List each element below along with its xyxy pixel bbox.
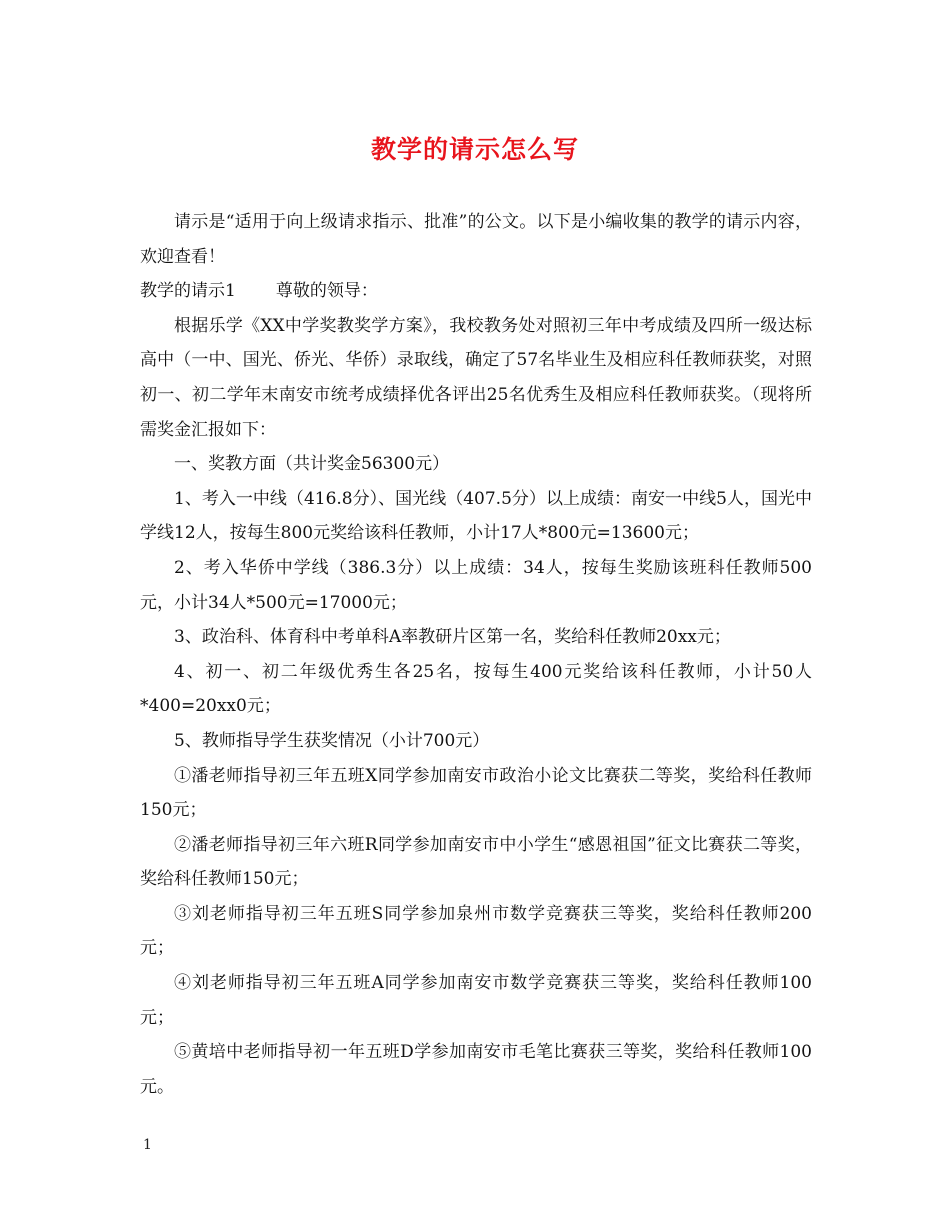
body-paragraph: 根据乐学《XX中学奖教奖学方案》，我校教务处对照初三年中考成绩及四所一级达标高中（一中、国光、侨光、华侨）录取线，确定了57名毕业生及相应科任教师获奖，对照初一、初二学年末南安市统考成绩择优各评出25名优秀生及相应科任教师获奖。（现将所需奖金汇报如下： [140,315,812,440]
body-paragraph: 1、考入一中线（416.8分）、国光线（407.5分）以上成绩：南安一中线5人，国光中学线12人，按每生800元奖给该科任教师，小计17人*800元=13600元； [140,488,812,544]
heading-line [140,274,812,309]
body-paragraph: ②潘老师指导初三年六班R同学参加南安市中小学生“感恩祖国”征文比赛获二等奖，奖给科任教师150元； [140,834,812,890]
body-paragraph: ③刘老师指导初三年五班S同学参加泉州市数学竞赛获三等奖，奖给科任教师200元； [140,903,812,959]
salutation: 尊敬的领导： [275,281,378,302]
heading-label: 教学的请示1 [140,281,236,302]
body-paragraph: ⑤黄培中老师指导初一年五班D学参加南安市毛笔比赛获三等奖，奖给科任教师100元。 [140,1042,812,1097]
intro-paragraph: 请示是“适用于向上级请求指示、批准”的公文。以下是小编收集的教学的请示内容，欢迎查看！ [140,212,812,267]
body-paragraph: 4、初一、初二年级优秀生各25名，按每生400元奖给该科任教师，小计50人*400=20xx0元； [140,661,812,717]
body-paragraph: 2、考入华侨中学线（386.3分）以上成绩：34人，按每生奖励该班科任教师500元，小计34人*500元=17000元； [140,557,812,613]
body-paragraph: 一、奖教方面（共计奖金56300元） [174,454,450,475]
body-paragraph: 3、政治科、体育科中考单科A率教研片区第一名，奖给科任教师20xx元； [174,627,731,648]
page-number: 1 [143,1137,152,1153]
body-paragraph: ①潘老师指导初三年五班X同学参加南安市政治小论文比赛获二等奖，奖给科任教师150元； [140,765,812,821]
document-body [140,205,812,1104]
body-paragraph: 5、教师指导学生获奖情况（小计700元） [174,730,490,751]
document-title: 教学的请示怎么写 [370,135,579,164]
body-paragraph: ④刘老师指导初三年五班A同学参加南安市数学竞赛获三等奖，奖给科任教师100元； [140,973,812,1028]
